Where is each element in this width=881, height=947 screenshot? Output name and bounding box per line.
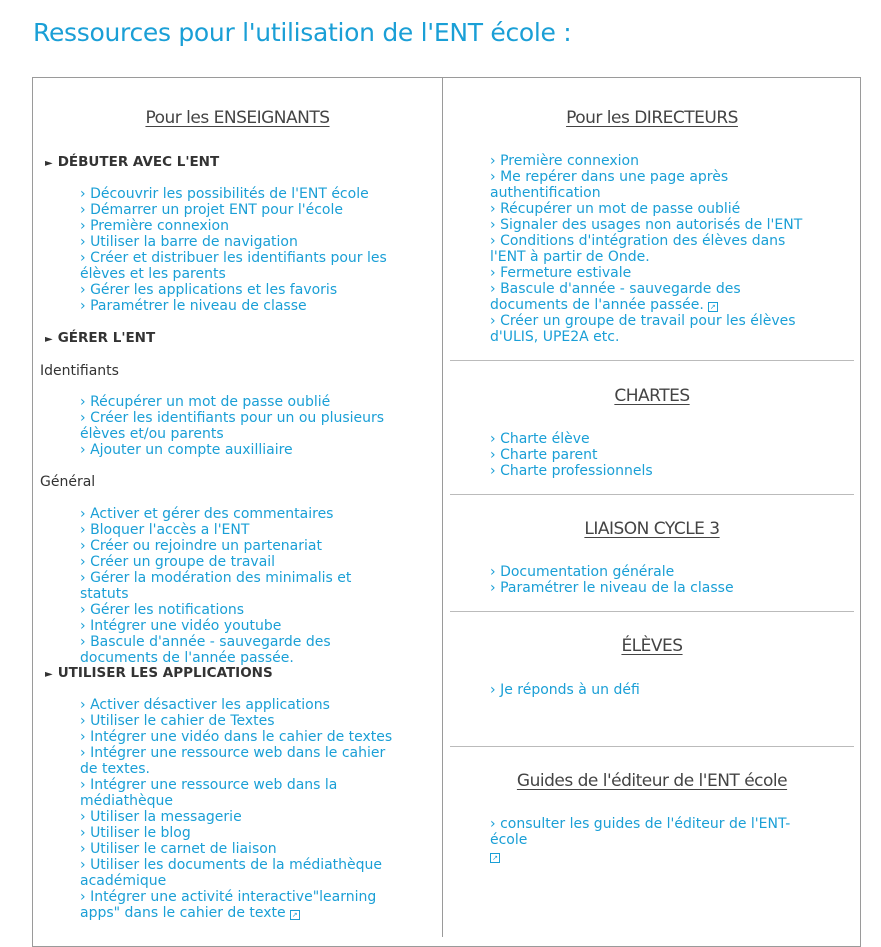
list-item bbox=[80, 634, 400, 666]
guides-links bbox=[490, 816, 820, 864]
link[interactable]: › consulter les guides de l'éditeur de l'ENT-école bbox=[490, 816, 790, 848]
list-item bbox=[80, 234, 400, 250]
list-item bbox=[80, 282, 400, 298]
list-item bbox=[80, 777, 400, 809]
list-item bbox=[80, 825, 400, 841]
list-item bbox=[490, 201, 820, 217]
section-divider bbox=[450, 360, 854, 361]
directeurs-links bbox=[490, 153, 820, 345]
chartes-links bbox=[490, 431, 820, 479]
link[interactable]: › Créer un groupe de travail pour les élèves d'ULIS, UPE2A etc. bbox=[490, 313, 796, 345]
gerer-heading bbox=[45, 330, 155, 346]
link[interactable]: › Créer ou rejoindre un partenariat bbox=[80, 538, 322, 554]
list-item bbox=[80, 202, 400, 218]
link[interactable]: › Je réponds à un défi bbox=[490, 682, 640, 698]
link[interactable]: › Gérer les applications et les favoris bbox=[80, 282, 337, 298]
link[interactable]: › Utiliser la messagerie bbox=[80, 809, 242, 825]
link[interactable]: › Ajouter un compte auxilliaire bbox=[80, 442, 293, 458]
list-item bbox=[490, 217, 820, 233]
link[interactable]: › Gérer les notifications bbox=[80, 602, 244, 618]
chartes-title: CHARTES bbox=[614, 386, 690, 406]
identifiants-links bbox=[80, 394, 400, 458]
section-divider bbox=[450, 746, 854, 747]
link[interactable]: › Démarrer un projet ENT pour l'école bbox=[80, 202, 343, 218]
list-item bbox=[80, 697, 400, 713]
link[interactable]: › Utiliser la barre de navigation bbox=[80, 234, 298, 250]
general-links bbox=[80, 506, 400, 666]
link[interactable]: › Bloquer l'accès a l'ENT bbox=[80, 522, 249, 538]
list-item bbox=[490, 153, 820, 169]
list-item bbox=[80, 394, 400, 410]
list-item bbox=[490, 463, 820, 479]
list-item bbox=[80, 554, 400, 570]
link[interactable]: › Me repérer dans une page après authentification bbox=[490, 169, 728, 201]
link[interactable]: › Récupérer un mot de passe oublié bbox=[490, 201, 740, 217]
link[interactable]: › Documentation générale bbox=[490, 564, 674, 580]
link[interactable]: › Première connexion bbox=[490, 153, 639, 169]
list-item bbox=[80, 618, 400, 634]
link[interactable]: › Créer un groupe de travail bbox=[80, 554, 275, 570]
list-item bbox=[80, 729, 400, 745]
list-item bbox=[80, 250, 400, 282]
link[interactable]: › Charte élève bbox=[490, 431, 590, 447]
link[interactable]: › Gérer la modération des minimalis et statuts bbox=[80, 570, 351, 602]
link[interactable]: › Bascule d'année - sauvegarde des documents de l'année passée. bbox=[80, 634, 331, 666]
link[interactable]: › Intégrer une ressource web dans le cahier de textes. bbox=[80, 745, 385, 777]
triangle-right-icon: ► bbox=[45, 669, 53, 680]
page-title: Ressources pour l'utilisation de l'ENT école : bbox=[33, 18, 572, 47]
link[interactable]: › Signaler des usages non autorisés de l'ENT bbox=[490, 217, 802, 233]
debuter-heading-label: DÉBUTER AVEC L'ENT bbox=[57, 154, 220, 170]
list-item bbox=[490, 564, 820, 580]
guides-title: Guides de l'éditeur de l'ENT école bbox=[516, 771, 788, 791]
liaison-title: LIAISON CYCLE 3 bbox=[584, 519, 720, 539]
link[interactable]: › Charte parent bbox=[490, 447, 598, 463]
triangle-right-icon: ► bbox=[45, 158, 53, 169]
list-item bbox=[80, 538, 400, 554]
link[interactable]: › Activer et gérer des commentaires bbox=[80, 506, 333, 522]
link[interactable]: › Paramétrer le niveau de la classe bbox=[490, 580, 734, 596]
list-item bbox=[490, 313, 820, 345]
list-item bbox=[80, 442, 400, 458]
link[interactable]: › Découvrir les possibilités de l'ENT école bbox=[80, 186, 369, 202]
link[interactable]: › Utiliser le blog bbox=[80, 825, 191, 841]
list-item bbox=[80, 857, 400, 889]
external-link-icon: ↗ bbox=[490, 853, 500, 863]
section-divider bbox=[450, 494, 854, 495]
external-link-icon: ↗ bbox=[708, 302, 718, 312]
enseignants-title: Pour les ENSEIGNANTS bbox=[145, 108, 330, 128]
list-item bbox=[490, 816, 820, 864]
eleves-links bbox=[490, 682, 820, 698]
debuter-heading bbox=[45, 154, 219, 170]
link[interactable]: › Utiliser le cahier de Textes bbox=[80, 713, 275, 729]
link[interactable]: › Fermeture estivale bbox=[490, 265, 631, 281]
debuter-links bbox=[80, 186, 400, 314]
list-item bbox=[80, 809, 400, 825]
link[interactable]: › Paramétrer le niveau de classe bbox=[80, 298, 307, 314]
directeurs-title: Pour les DIRECTEURS bbox=[566, 108, 738, 128]
list-item bbox=[490, 265, 820, 281]
list-item bbox=[80, 218, 400, 234]
link[interactable]: › Intégrer une vidéo dans le cahier de textes bbox=[80, 729, 392, 745]
list-item bbox=[80, 522, 400, 538]
liaison-links bbox=[490, 564, 820, 596]
link[interactable]: › Intégrer une vidéo youtube bbox=[80, 618, 281, 634]
utiliser-heading-label: UTILISER LES APPLICATIONS bbox=[57, 665, 273, 681]
list-item bbox=[80, 506, 400, 522]
column-divider bbox=[442, 77, 443, 937]
link[interactable]: › Activer désactiver les applications bbox=[80, 697, 330, 713]
link[interactable]: › Bascule d'année - sauvegarde des documents de l'année passée. bbox=[490, 281, 741, 313]
link[interactable]: › Intégrer une activité interactive"learning apps" dans le cahier de texte bbox=[80, 889, 376, 921]
link[interactable]: › Charte professionnels bbox=[490, 463, 653, 479]
section-divider bbox=[450, 611, 854, 612]
list-item bbox=[80, 841, 400, 857]
list-item bbox=[490, 169, 820, 201]
list-item bbox=[80, 602, 400, 618]
list-item bbox=[80, 410, 400, 442]
link[interactable]: › Créer et distribuer les identifiants pour les élèves et les parents bbox=[80, 250, 387, 282]
link[interactable]: › Utiliser le carnet de liaison bbox=[80, 841, 277, 857]
list-item bbox=[80, 570, 400, 602]
triangle-right-icon: ► bbox=[45, 334, 53, 345]
list-item bbox=[490, 431, 820, 447]
link[interactable]: › Conditions d'intégration des élèves dans l'ENT à partir de Onde. bbox=[490, 233, 785, 265]
utiliser-links bbox=[80, 697, 400, 921]
general-label: Général bbox=[40, 474, 96, 490]
list-item bbox=[490, 281, 820, 313]
list-item bbox=[80, 889, 400, 921]
list-item bbox=[80, 713, 400, 729]
link[interactable]: › Utiliser les documents de la médiathèque académique bbox=[80, 857, 382, 889]
link[interactable]: › Première connexion bbox=[80, 218, 229, 234]
list-item bbox=[80, 745, 400, 777]
list-item bbox=[490, 447, 820, 463]
external-link-icon: ↗ bbox=[290, 910, 300, 920]
link[interactable]: › Intégrer une ressource web dans la médiathèque bbox=[80, 777, 337, 809]
utiliser-heading bbox=[45, 665, 273, 681]
link[interactable]: › Créer les identifiants pour un ou plusieurs élèves et/ou parents bbox=[80, 410, 384, 442]
list-item bbox=[80, 186, 400, 202]
list-item bbox=[490, 682, 820, 698]
identifiants-label: Identifiants bbox=[40, 363, 119, 379]
list-item bbox=[490, 580, 820, 596]
eleves-title: ÉLÈVES bbox=[621, 636, 683, 656]
list-item bbox=[80, 298, 400, 314]
list-item bbox=[490, 233, 820, 265]
gerer-heading-label: GÉRER L'ENT bbox=[57, 330, 156, 346]
link[interactable]: › Récupérer un mot de passe oublié bbox=[80, 394, 330, 410]
